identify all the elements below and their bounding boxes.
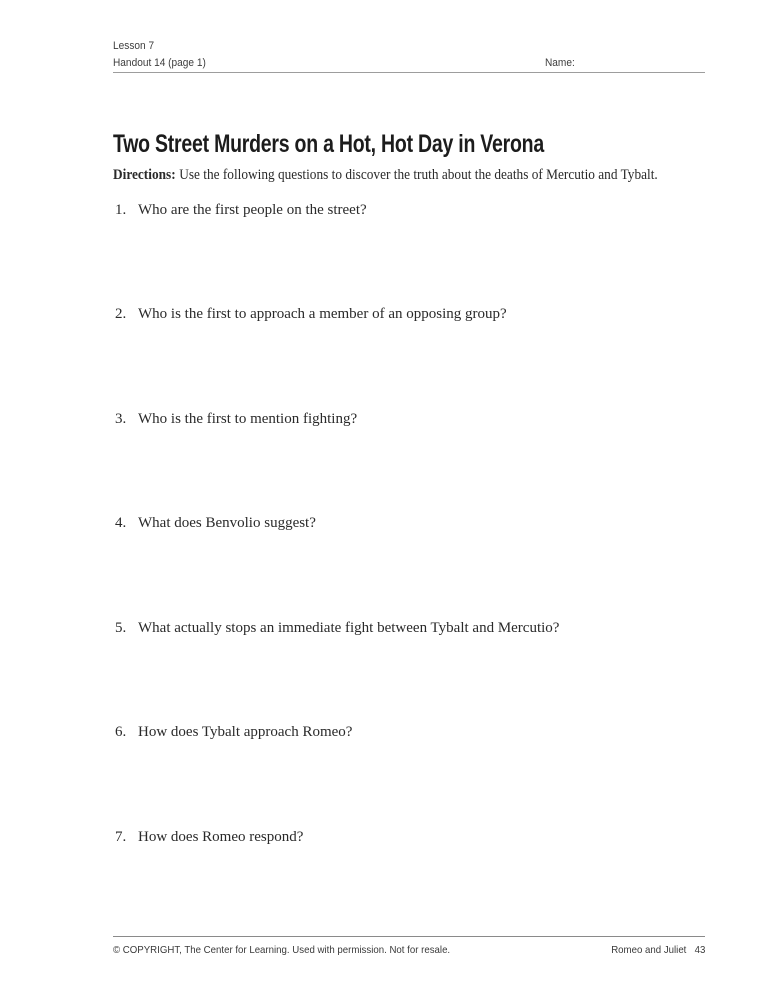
question-item-2 [115,304,507,324]
question-text: How does Romeo respond? [138,829,304,845]
question-item-6 [115,722,352,742]
question-item-1 [115,200,367,220]
name-label: Name: [545,57,575,69]
question-item-4 [115,513,316,533]
lesson-label: Lesson 7 [113,40,155,52]
directions-label: Directions: [113,167,176,183]
footer-page-info [611,944,705,956]
question-item-5 [115,618,559,638]
copyright-notice: © COPYRIGHT, The Center for Learning. Used with permission. Not for resale. [113,944,451,956]
question-text: Who are the first people on the street? [138,202,367,218]
question-number: 2. [115,306,127,322]
question-number: 3. [115,411,127,427]
question-item-3 [115,409,357,429]
question-text: Who is the first to approach a member of an opposing group? [138,306,507,322]
header-block [113,38,206,72]
question-number: 1. [115,202,127,218]
question-number: 7. [115,829,127,845]
directions [113,167,658,184]
question-text: What actually stops an immediate fight between Tybalt and Mercutio? [138,620,560,636]
question-number: 5. [115,620,127,636]
question-text: How does Tybalt approach Romeo? [138,724,353,740]
question-text: Who is the first to mention fighting? [138,411,358,427]
book-title: Romeo and Juliet [610,944,686,956]
question-text: What does Benvolio suggest? [138,515,316,531]
header-rule [113,72,705,73]
directions-text: Use the following questions to discover the truth about the deaths of Mercutio and Tybalt. [179,167,658,183]
question-number: 6. [115,724,127,740]
question-item-7 [115,827,303,847]
handout-label: Handout 14 (page 1) [113,57,206,69]
page-number: 43 [694,944,705,956]
footer-rule [113,936,705,937]
page-title: Two Street Murders on a Hot, Hot Day in Verona [113,130,544,158]
question-number: 4. [115,515,127,531]
